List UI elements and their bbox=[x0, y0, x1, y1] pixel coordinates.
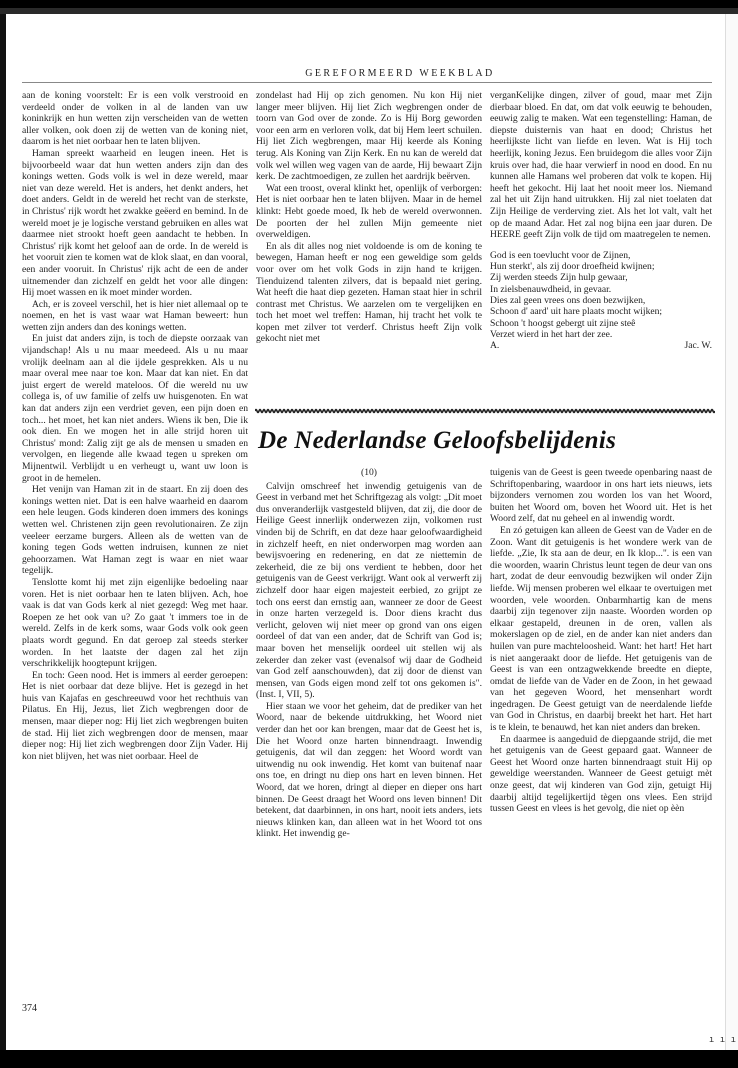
signature-author: Jac. W. bbox=[684, 340, 712, 352]
article2-column-2 bbox=[490, 467, 712, 927]
paragraph: zondelast had Hij op zich genomen. Nu kon Hij niet langer meer blijven. Hij liet Zich wegbrengen onder de toorn van God over de zonde. Zo is Hij Borg geworden voor een arm en verloren volk, dat bij Hem leert schuilen. Hij liet Zich wegbrengen, maar Hij keerde als Koning terug. Als Koning van Zijn Kerk. En nu kan de wereld dat volk wel willen weg vagen van de aarde, Hij bewaart Zijn kerk. De zachtmoedigen, ze zullen het aardrijk beërven. bbox=[256, 90, 482, 183]
paragraph: Calvijn omschreef het inwendig getuigenis van de Geest in verband met het Schriftgezag als volgt: „Dit moet dus onveranderlijk vastgesteld blijven, dat zij, die door de Heilige Geest innerlijk onderwezen zijn, volkomen rust vinden bij de Schrift, en dat deze haar geloofwaardigheid in zichzelf heeft, en niet onderworpen mag worden aan bewijsvoering en redenering, en dat ze niettemin de zekerheid, die ze bij ons verdient te hebben, door het getuigenis van de Geest verkrijgt. Want ook al verwerft zij zichzelf door haar eigen majesteit eerbied, zo grijpt ze toch ons eerst dan ernstig aan, wanneer ze door de Geest in onze harten verzegeld is. Door diens kracht dus verlicht, geloven wij niet meer op grond van ons eigen oordeel of dat van een ander, dat de Schrift van God is; maar boven het menselijk oordeel uit stellen wij als zekerder dan zeker vast (evenalsof wij daar de Godheid van God zelf aanschouwden), dat zij door de dienst van mensen, van Gods eigen mond zelf tot ons gekomen is". (Inst. I, VII, 5). bbox=[256, 480, 482, 701]
scan-right-margin bbox=[725, 14, 738, 1054]
article1-column-1 bbox=[22, 90, 248, 925]
paragraph: aan de koning voorstelt: Er is een volk verstrooid en verdeeld onder de volken in al de landen van uw koninkrijk en hun wetten zijn verscheiden van de wetten aller volken, ook doen zij de wetten van de koning niet, daarom is het niet oorbaar hen te laten blijven. bbox=[22, 90, 248, 148]
page-number: 374 bbox=[22, 1003, 37, 1014]
verse-line: Zij werden steeds Zijn hulp gewaar, bbox=[490, 272, 628, 284]
article1-column-2 bbox=[256, 90, 482, 395]
paragraph: Wat een troost, overal klinkt het, openlijk of verborgen: Het is niet oorbaar hen te laten blijven. Maar in de hemel klinkt: Hebt goede moed, Ik heb de wereld overwonnen. De poorten der hel zullen Mijn gemeente niet overweldigen. bbox=[256, 182, 482, 241]
scan-edge-mark: ı ı ı bbox=[708, 1035, 736, 1045]
verse-line: Dies zal geen vrees ons doen bezwijken, bbox=[490, 294, 646, 306]
paragraph: En als dit alles nog niet voldoende is om de koning te bewegen, Haman heeft er nog een geweldige som gelds voor over om het volk Gods in zijn hand te krijgen. Tienduizend talenten zilvers, dat is bepaald niet gering. Wat heeft die haat diep gezeten. Haman staat hier in schril contrast met Christus. We aarzelen om te vergelijken en toch het moet wel treffen: Haman, hij tracht het volk te kopen met zilver tot verderf. Christus heeft Zijn volk gekocht niet met bbox=[256, 240, 482, 345]
scan-top-border bbox=[0, 0, 738, 8]
paragraph: En juist dat anders zijn, is toch de diepste oorzaak van vijandschap! Als u nu maar meedeed. Als u nu maar vrolijk deelnam aan al die ijdele gesprekken. Als u nu maar overal mee naar toe kon. Maar dat kan niet. En dat juist ergert de wereld mateloos. Of die wereld nu uw collega is, of uw familie of zelfs uw huisgenoten. En wat kan dat anders zijn een verdriet geven, een pijn doen en toch... het moet, het kan niet anders. Wiens ik ben, Die ik ook dien. En we mogen het in alle strijd horen uit Christus' mond: Zalig zijt ge als de mensen u smaden en vervolgen, en liegende alle kwaad tegen u spreken om Mijnentwil. Verblijdt u en verheugt u, want uw loon is groot in de hemelen. bbox=[22, 333, 248, 484]
wavy-divider bbox=[255, 408, 715, 414]
article1-column-3 bbox=[490, 90, 712, 395]
verse-line: Schoon 't hoogst gebergt uit zijne steê bbox=[490, 317, 636, 329]
verse-line: Hun sterkt', als zij door droefheid kwijnen; bbox=[490, 261, 655, 273]
article2-column-1 bbox=[256, 467, 482, 927]
verse-line: Schoon d' aard' uit hare plaats mocht wijken; bbox=[490, 306, 663, 318]
paragraph: Het venijn van Haman zit in de staart. En zij doen des konings wetten niet. Dat is een halve waarheid en daarom een hele leugen. Gods kinderen doen immers des konings wetten wel. Christenen zijn geen revolutionairen. Ze zijn veeleer eerzame burgers. Alleen als de wetten van de koning tegen Gods wetten indruisen, kunnen ze niet gehoorzamen. Wat Haman zegt is waar en niet waar tegelijk. bbox=[22, 484, 248, 577]
paragraph: verganKelijke dingen, zilver of goud, maar met Zijn dierbaar bloed. En dat, om dat volk eeuwig te behouden, eeuwig zalig te maken. Wat een tegenstelling: Haman, de diepste duisternis van haat en dood; Christus het heerlijkste licht van liefde en leven. Wat is Hij toch heerlijk, koning Jezus. Een bruidegom die alles voor Zijn kruis over had, die haar verwierf in nood en dood. En nu kunnen alle Hamans wel proberen dat volk te kopen. Hij heeft het gekocht. Hij laat het nooit meer los. Niemand zal het uit Zijn hand uitrukken. Hij zal niet toelaten dat Zijn Heilige de verderving ziet. Als het lot valt, valt het op de maand Adar. Het zal nog bijna een jaar duren. De HEERE geeft Zijn volk de tijd om maatregelen te nemen. bbox=[490, 90, 712, 241]
paragraph: En daarmee is aangeduid de diepgaande strijd, die met het getuigenis van de Geest gepaard gaat. Wanneer de Geest het Woord onze harten binnendraagt stuit Hij op geweldige weerstanden. Wanneer de Geest getuigt mèt onze geest, dat wij kinderen van God zijn, getuigt Hij daarbij altijd tegelijkertijd tègen ons vlees. Een strijd tussen Geest en vlees is het gevolg, die niet op èèn bbox=[490, 733, 712, 815]
verse-line: In zielsbenauwdheid, in gevaar. bbox=[490, 283, 612, 295]
verse-line: Verzet wierd in het hart der zee. bbox=[490, 328, 613, 340]
paragraph: Ach, er is zoveel verschil, het is hier niet allemaal op te noemen, en het is vast waar wat Haman beweert: hun wetten zijn anders dan des konings wetten. bbox=[22, 298, 248, 333]
scan-bottom-border bbox=[0, 1050, 738, 1068]
paragraph: Hier staan we voor het geheim, dat de prediker van het Woord, naar de bekende uitdrukking, het Woord niet verder dan het oor kan brengen, maar dat de Geest het is, Die het Woord onze harten binnendraagt. Inwendig getuigenis, dat wil dan zeggen: het Woord wordt van uitwendig nu ook inwendig. Het komt van buitenaf naar ons toe, en dringt nu diep ons hart en leven binnen. Het Woord, dat we horen, dringt al dieper en dieper ons hart binnen. De Geest draagt het Woord ons leven binnen! Dit betekent, dat daarbinnen, in ons hart, nooit iets anders, iets nieuws klinken kan, dan alleen wat in het Woord tot ons klinkt. Het inwendig ge- bbox=[256, 700, 482, 840]
installment-number: (10) bbox=[361, 467, 377, 478]
signature-initial: A. bbox=[490, 340, 500, 352]
header-rule bbox=[22, 82, 712, 83]
running-header: GEREFORMEERD WEEKBLAD bbox=[305, 68, 495, 79]
scan-top-border-shadow bbox=[0, 8, 738, 14]
verse-line: God is een toevlucht voor de Zijnen, bbox=[490, 249, 631, 261]
signature-line bbox=[490, 340, 712, 352]
paragraph: En zó getuigen kan alleen de Geest van de Vader en de Zoon. Want dit getuigenis is het wondere werk van de liefde. „Zie, Ik sta aan de deur, en Ik klop...". is een van die woorden, waarin Christus leunt tegen de deur van ons hart, zodat de deur eenvoudig bezwijken wil onder Zijn liefde. Wij mensen proberen wel elkaar te overtuigen met woorden, vele woorden. Onbarmhartig kan de mens daarbij zijn tegenover zijn naaste. Woorden worden op elkaar gestapeld, dreunen in de oren, vallen als mokerslagen op de ziel, en de ander kan niet anders dan huilen van pure machteloosheid. Want: het hart! Het hart is niet aangeraakt door de liefde. Het getuigenis van de Geest is van een ontzagwekkende breedte en diepte, omdat de liefde van de Vader en de Zoon, in het gewaad van het gegeven Woord, het mensenhart wordt ingedragen. De Geest getuigt van de neerdalende liefde van God in Christus, en daarbij breekt het hart. Het hart is te klein, te benauwd, het kan niet anders dan breken. bbox=[490, 524, 712, 734]
psalm-verse bbox=[490, 250, 712, 340]
scan-left-border bbox=[0, 14, 6, 1054]
paragraph: Tenslotte komt hij met zijn eigenlijke bedoeling naar voren. Het is niet oorbaar hen te laten blijven. Ach, hoe vaak is dat van Gods kerk al niet gezegd: Weg met haar. Roepen ze het ook van u? Zo gaat 't immers toe in de wereld. Zelfs in de kerk soms, waar Gods volk ook geen plaats wordt gegund. En dat geroep zal steeds sterker worden. In het laatste der dagen zal het zijn verschrikkelijk hoogtepunt krijgen. bbox=[22, 576, 248, 670]
paragraph: tuigenis van de Geest is geen tweede openbaring naast de Schriftopenbaring, waardoor in ons hart iets nieuws, iets bijzonders vernomen zou worden los van het Woord, buiten het Woord om, boven het Woord uit. Het is het Woord zelf, dat nu geheel en al inwendig wordt. bbox=[490, 467, 712, 525]
paragraph: Haman spreekt waarheid en leugen ineen. Het is bijvoorbeeld waar dat hun wetten anders zijn dan des konings wetten. Gods volk is wel in deze wereld, maar niet van deze wereld. Het is anders, het denkt anders, het doet anders. Geldt in de wereld het recht van de sterkste, in Christus' rijk wordt het zwakke geëerd en bemind. In de wereld moet je je logische verstand gebruiken en alles wat daarmee niet strookt hoeft geen aandacht te hebben. In Christus' rijk komt het geloof aan de orde. In de wereld is het vooruit zien te komen wat de klok slaat, en dan vooral, een ander vooruit. In Christus' rijk acht de een de ander uitnemender dan zichzelf en geldt het voor alle dingen: Hij moet wassen en ik moet minder worden. bbox=[22, 147, 248, 299]
article-title: De Nederlandse Geloofsbelijdenis bbox=[258, 427, 617, 454]
paragraph: En toch: Geen nood. Het is immers al eerder geroepen: Het is niet oorbaar dat deze blijve. Het is gezegd in het huis van Kajafas en geschreeuwd voor het rechthuis van Pilatus. En Hij, Jezus, liet Zich wegbrengen door de mensen, maar dieper nog: Hij liet zich wegbrengen buiten de stad. Hij liet zich wegbrengen door de mensen, maar dieper nog: Hij liet zich wegbrengen door Zijn Vader. Hij kon niet blijven, het was niet oorbaar. Heel de bbox=[22, 669, 248, 762]
